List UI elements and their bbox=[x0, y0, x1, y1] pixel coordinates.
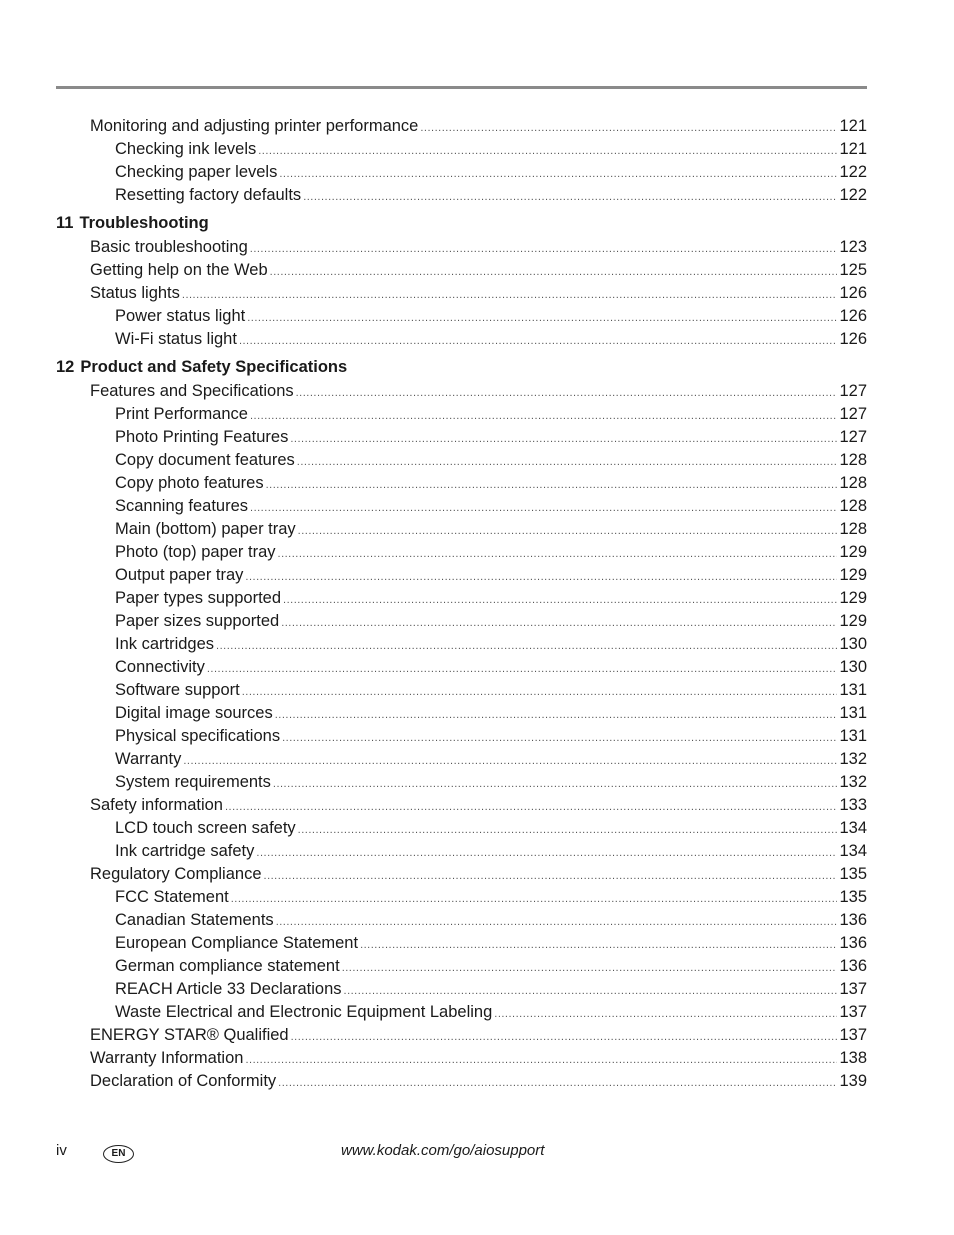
toc-entry-title: Warranty bbox=[115, 750, 182, 768]
dot-leader bbox=[225, 796, 837, 819]
toc-entry[interactable] bbox=[56, 794, 867, 817]
toc-page-number: 130 bbox=[839, 658, 867, 676]
toc-page-number: 128 bbox=[839, 497, 867, 515]
dot-leader bbox=[298, 819, 838, 842]
toc-entry[interactable] bbox=[56, 259, 867, 282]
toc-subentry[interactable] bbox=[56, 495, 867, 518]
toc-subentry[interactable] bbox=[56, 702, 867, 725]
toc-entry-title: LCD touch screen safety bbox=[115, 819, 296, 837]
toc-entry-title: Declaration of Conformity bbox=[90, 1072, 277, 1090]
toc-entry-title: Scanning features bbox=[115, 497, 249, 515]
toc-page-number: 126 bbox=[839, 330, 867, 348]
toc-page-number: 128 bbox=[839, 451, 867, 469]
toc-page-number: 136 bbox=[839, 957, 867, 975]
toc-subentry[interactable] bbox=[56, 955, 867, 978]
table-of-contents bbox=[56, 115, 867, 1093]
toc-entry[interactable] bbox=[56, 236, 867, 259]
toc-entry-title: Main (bottom) paper tray bbox=[115, 520, 296, 538]
toc-entry-title: Paper types supported bbox=[115, 589, 282, 607]
toc-page-number: 128 bbox=[839, 474, 867, 492]
toc-entry-title: Output paper tray bbox=[115, 566, 244, 584]
toc-page-number: 131 bbox=[839, 704, 867, 722]
chapter-title: Product and Safety Specifications bbox=[80, 358, 348, 376]
dot-leader bbox=[256, 842, 837, 865]
toc-entry-title: Resetting factory defaults bbox=[115, 186, 302, 204]
toc-page-number: 134 bbox=[839, 819, 867, 837]
toc-subentry[interactable] bbox=[56, 909, 867, 932]
toc-entry-title: European Compliance Statement bbox=[115, 934, 359, 952]
dot-leader bbox=[250, 405, 838, 428]
dot-leader bbox=[278, 543, 838, 566]
toc-page-number: 129 bbox=[839, 589, 867, 607]
toc-entry-title: Wi-Fi status light bbox=[115, 330, 237, 348]
dot-leader bbox=[239, 330, 838, 353]
toc-subentry[interactable] bbox=[56, 564, 867, 587]
toc-page-number: 126 bbox=[839, 307, 867, 325]
toc-subentry[interactable] bbox=[56, 656, 867, 679]
toc-entry-title: System requirements bbox=[115, 773, 271, 791]
toc-chapter-heading[interactable] bbox=[56, 354, 867, 380]
toc-page-number: 126 bbox=[839, 284, 867, 302]
dot-leader bbox=[360, 934, 837, 957]
toc-subentry[interactable] bbox=[56, 610, 867, 633]
toc-entry[interactable] bbox=[56, 115, 867, 138]
toc-entry-title: German compliance statement bbox=[115, 957, 340, 975]
toc-entry-title: Getting help on the Web bbox=[90, 261, 268, 279]
toc-entry-title: Photo (top) paper tray bbox=[115, 543, 276, 561]
toc-subentry[interactable] bbox=[56, 161, 867, 184]
toc-entry-title: Physical specifications bbox=[115, 727, 281, 745]
dot-leader bbox=[276, 911, 838, 934]
toc-entry-title: Software support bbox=[115, 681, 240, 699]
toc-subentry[interactable] bbox=[56, 886, 867, 909]
toc-subentry[interactable] bbox=[56, 840, 867, 863]
toc-entry-title: Ink cartridges bbox=[115, 635, 215, 653]
toc-subentry[interactable] bbox=[56, 725, 867, 748]
toc-entry-title: Power status light bbox=[115, 307, 246, 325]
toc-page-number: 130 bbox=[839, 635, 867, 653]
toc-subentry[interactable] bbox=[56, 328, 867, 351]
toc-page-number: 137 bbox=[839, 1003, 867, 1021]
dot-leader bbox=[264, 865, 838, 888]
toc-entry-title: Warranty Information bbox=[90, 1049, 244, 1067]
page-number: iv bbox=[56, 1142, 67, 1159]
toc-page-number: 136 bbox=[839, 911, 867, 929]
toc-subentry[interactable] bbox=[56, 449, 867, 472]
toc-chapter-heading[interactable] bbox=[56, 210, 867, 236]
toc-entry-title: Checking ink levels bbox=[115, 140, 257, 158]
toc-page-number: 127 bbox=[839, 382, 867, 400]
toc-page-number: 133 bbox=[839, 796, 867, 814]
toc-page-number: 137 bbox=[839, 1026, 867, 1044]
toc-subentry[interactable] bbox=[56, 184, 867, 207]
toc-page-number: 123 bbox=[839, 238, 867, 256]
toc-entry[interactable] bbox=[56, 1047, 867, 1070]
dot-leader bbox=[296, 382, 838, 405]
toc-page-number: 127 bbox=[839, 428, 867, 446]
dot-leader bbox=[231, 888, 838, 911]
toc-subentry[interactable] bbox=[56, 541, 867, 564]
toc-page-number: 127 bbox=[839, 405, 867, 423]
chapter-title: Troubleshooting bbox=[79, 214, 209, 232]
toc-entry-title: Copy document features bbox=[115, 451, 295, 469]
toc-subentry[interactable] bbox=[56, 403, 867, 426]
toc-entry-title: REACH Article 33 Declarations bbox=[115, 980, 342, 998]
toc-subentry[interactable] bbox=[56, 633, 867, 656]
toc-entry-title: Photo Printing Features bbox=[115, 428, 289, 446]
toc-page-number: 138 bbox=[839, 1049, 867, 1067]
toc-page-number: 121 bbox=[839, 117, 867, 135]
toc-page-number: 128 bbox=[839, 520, 867, 538]
header-rule bbox=[56, 86, 867, 89]
dot-leader bbox=[258, 140, 837, 163]
toc-subentry[interactable] bbox=[56, 817, 867, 840]
toc-page-number: 132 bbox=[839, 750, 867, 768]
dot-leader bbox=[266, 474, 838, 497]
toc-entry-title: Print Performance bbox=[115, 405, 248, 423]
toc-subentry[interactable] bbox=[56, 138, 867, 161]
toc-page-number: 135 bbox=[839, 888, 867, 906]
toc-page-number: 122 bbox=[839, 186, 867, 204]
toc-entry-title: ENERGY STAR® Qualified bbox=[90, 1026, 289, 1044]
toc-page-number: 134 bbox=[839, 842, 867, 860]
dot-leader bbox=[183, 750, 837, 773]
toc-subentry[interactable] bbox=[56, 587, 867, 610]
toc-subentry[interactable] bbox=[56, 748, 867, 771]
toc-page-number: 129 bbox=[839, 612, 867, 630]
dot-leader bbox=[344, 980, 838, 1003]
toc-page-number: 137 bbox=[839, 980, 867, 998]
dot-leader bbox=[207, 658, 838, 681]
toc-entry-title: Digital image sources bbox=[115, 704, 273, 722]
toc-page-number: 132 bbox=[839, 773, 867, 791]
toc-entry-title: Status lights bbox=[90, 284, 180, 302]
toc-subentry[interactable] bbox=[56, 426, 867, 449]
toc-page-number: 131 bbox=[839, 681, 867, 699]
toc-entry-title: Safety information bbox=[90, 796, 223, 814]
dot-leader bbox=[250, 497, 837, 520]
chapter-number: 11 bbox=[56, 214, 74, 232]
dot-leader bbox=[290, 428, 837, 451]
toc-entry[interactable] bbox=[56, 380, 867, 403]
dot-leader bbox=[242, 681, 838, 704]
toc-subentry[interactable] bbox=[56, 771, 867, 794]
dot-leader bbox=[303, 186, 837, 209]
dot-leader bbox=[283, 589, 837, 612]
toc-entry-title: Ink cartridge safety bbox=[115, 842, 255, 860]
dot-leader bbox=[297, 451, 838, 474]
toc-entry-title: Copy photo features bbox=[115, 474, 264, 492]
toc-entry-title: Connectivity bbox=[115, 658, 205, 676]
toc-entry-title: Monitoring and adjusting printer performance bbox=[90, 117, 419, 135]
chapter-number: 12 bbox=[56, 358, 75, 376]
toc-entry-title: Basic troubleshooting bbox=[90, 238, 248, 256]
page-footer bbox=[56, 1140, 867, 1170]
support-url[interactable]: www.kodak.com/go/aiosupport bbox=[341, 1142, 545, 1159]
toc-entry-title: Regulatory Compliance bbox=[90, 865, 262, 883]
toc-subentry[interactable] bbox=[56, 518, 867, 541]
dot-leader bbox=[275, 704, 838, 727]
toc-entry[interactable] bbox=[56, 863, 867, 886]
toc-entry-title: Paper sizes supported bbox=[115, 612, 280, 630]
toc-subentry[interactable] bbox=[56, 932, 867, 955]
toc-subentry[interactable] bbox=[56, 978, 867, 1001]
toc-page-number: 129 bbox=[839, 566, 867, 584]
dot-leader bbox=[494, 1003, 837, 1026]
toc-page-number: 121 bbox=[839, 140, 867, 158]
toc-entry-title: Waste Electrical and Electronic Equipment Labeling bbox=[115, 1003, 493, 1021]
toc-subentry[interactable] bbox=[56, 1001, 867, 1024]
dot-leader bbox=[298, 520, 838, 543]
dot-leader bbox=[420, 117, 837, 140]
dot-leader bbox=[250, 238, 838, 261]
toc-page-number: 125 bbox=[839, 261, 867, 279]
dot-leader bbox=[270, 261, 838, 284]
dot-leader bbox=[342, 957, 838, 980]
dot-leader bbox=[216, 635, 837, 658]
dot-leader bbox=[282, 727, 837, 750]
dot-leader bbox=[245, 1049, 837, 1072]
toc-entry-title: Features and Specifications bbox=[90, 382, 294, 400]
toc-entry[interactable] bbox=[56, 1024, 867, 1047]
dot-leader bbox=[281, 612, 837, 635]
dot-leader bbox=[279, 163, 837, 186]
dot-leader bbox=[273, 773, 838, 796]
dot-leader bbox=[245, 566, 837, 589]
toc-entry-title: Checking paper levels bbox=[115, 163, 278, 181]
toc-entry[interactable] bbox=[56, 282, 867, 305]
toc-page-number: 122 bbox=[839, 163, 867, 181]
dot-leader bbox=[182, 284, 838, 307]
toc-entry[interactable] bbox=[56, 1070, 867, 1093]
toc-page-number: 139 bbox=[839, 1072, 867, 1090]
toc-subentry[interactable] bbox=[56, 679, 867, 702]
toc-subentry[interactable] bbox=[56, 472, 867, 495]
toc-subentry[interactable] bbox=[56, 305, 867, 328]
dot-leader bbox=[247, 307, 837, 330]
language-badge: EN bbox=[103, 1145, 134, 1163]
toc-page-number: 129 bbox=[839, 543, 867, 561]
toc-entry-title: FCC Statement bbox=[115, 888, 229, 906]
dot-leader bbox=[291, 1026, 838, 1049]
dot-leader bbox=[278, 1072, 837, 1095]
toc-page-number: 131 bbox=[839, 727, 867, 745]
toc-page-number: 135 bbox=[839, 865, 867, 883]
toc-page-number: 136 bbox=[839, 934, 867, 952]
toc-entry-title: Canadian Statements bbox=[115, 911, 274, 929]
